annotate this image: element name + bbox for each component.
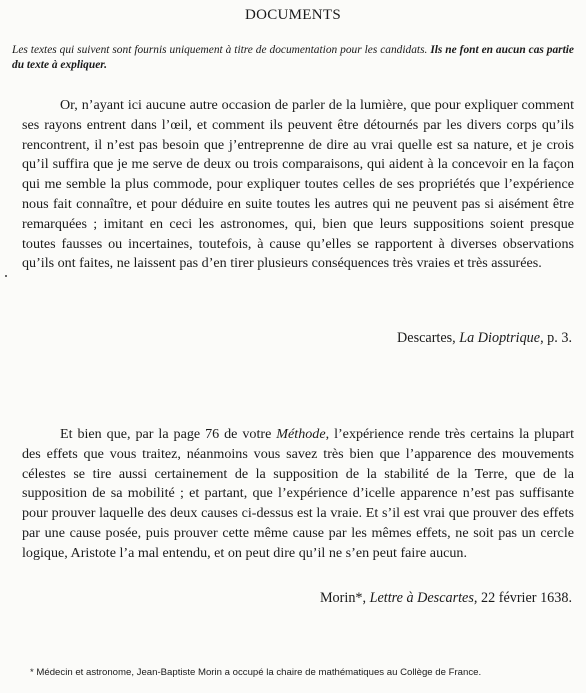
scan-speck (5, 275, 7, 277)
source-morin (320, 590, 572, 607)
source-descartes (397, 330, 572, 347)
source-work-title: Lettre à Descartes (369, 590, 474, 606)
footnote: * Médecin et astronome, Jean-Baptiste Morin a occupé la chaire de mathématiques au Collège de France. (30, 667, 482, 678)
source-date: , 22 février 1638. (473, 590, 572, 606)
source-page: , p. 3. (540, 330, 572, 346)
quote-morin (22, 425, 574, 564)
intro-note (12, 43, 574, 72)
source-author: Descartes, (397, 330, 460, 346)
quote-morin-text-before: Et bien que, par la page 76 de votre (60, 426, 277, 442)
intro-text: Les textes qui suivent sont fournis uniquement à titre de documentation pour les candidats. (12, 44, 431, 56)
source-author: Morin*, (319, 590, 370, 606)
page-title: DOCUMENTS (244, 7, 342, 23)
intro-bold-warning: Ils ne font en aucun cas partie du texte à expliquer. (12, 44, 574, 71)
quote-morin-text-after: , l’expérience rende très certains la plupart des effets que vous traitez, néanmoins vous savez très bien que l’apparence des mouvements célestes se tire aussi certainement de la supposition de la stabilité de la Terre, que de la supposition de sa mobilité ; et partant, que l’expérience d’icelle apparence n’est pas suffisante pour prouver laquelle des deux causes ci-dessus est la vraie. Et s’il est vrai que prouver des effets par une cause posée, puis prouver cette même cause par les mêmes effets, ne soit pas un cercle logique, Aristote l’a mal entendu, et on peut dire qu’il ne s’en peut faire aucun. (22, 426, 574, 561)
quote-descartes: Or, n’ayant ici aucune autre occasion de parler de la lumière, que pour expliquer comment ses rayons entrent dans l’œil, et comment ils peuvent être détournés par les divers corps qu’ils rencontrent, il n’est pas besoin que j’entreprenne de dire au vrai quelle est sa nature, et je crois qu’il suffira que je me serve de deux ou trois comparaisons, qui aident à la concevoir en la façon qui me semble la plus commode, pour expliquer toutes celles de ses propriétés que l’expérience nous fait connaître, et pour déduire en suite toutes les autres qui ne peuvent pas si aisément être remarquées ; imitant en ceci les astronomes, qui, bien que leurs suppositions soient presque toutes fausses ou incertaines, toutefois, à cause qu’elles se rapportent à diverses observations qu’ils ont faites, ne laissent pas d’en tirer plusieurs conséquences très vraies et très assurées. (22, 97, 574, 272)
source-work-title: La Dioptrique (459, 330, 541, 346)
quote-morin-work: Méthode (276, 426, 326, 442)
